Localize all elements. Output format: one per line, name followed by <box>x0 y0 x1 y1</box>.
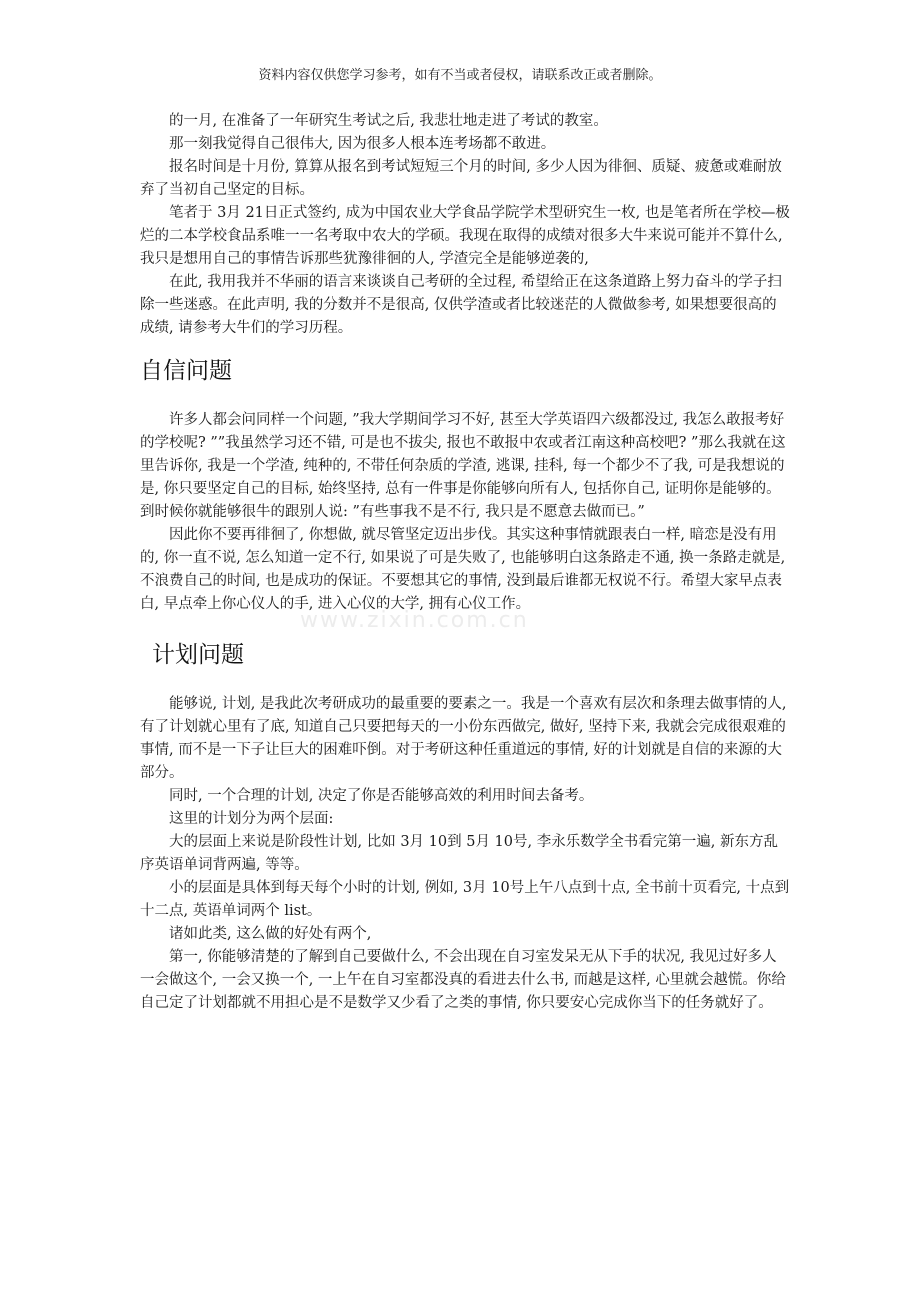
plan-paragraph: 这里的计划分为两个层面: <box>169 811 334 827</box>
plan-paragraph: 能够说, 计划, 是我此次考研成功的最重要的要素之一。我是一个喜欢有层次和条理去做事情的人, 有了计划就心里有了底, 知道自己只要把每天的一小份东西做完, 做好, 坚持下来, 我就会完成很艰难的事情, 而不是一下子让巨大的困难吓倒。对于考研这种任重道远的事情, 好的计划就是自信的来源的大部分。 <box>140 696 787 781</box>
page-header-notice: 资料内容仅供您学习参考，如有不当或者侵权，请联系改正或者删除。 <box>258 68 662 83</box>
section-heading-confidence: 自信问题 <box>140 358 232 384</box>
confidence-paragraph: 因此你不要再徘徊了, 你想做, 就尽管坚定迈出步伐。其实这种事情就跟表白一样, 暗恋是没有用的, 你一直不说, 怎么知道一定不行, 如果说了可是失败了, 也能够明白这条路走不通, 换一条路走就是, 不浪费自己的时间, 也是成功的保证。不要想其它的事情, 没到最后谁都无权说不行。希望大家早点表白, 早点牵上你心仪人的手, 进入心仪的大学, 拥有心仪工作。 <box>140 527 786 612</box>
plan-paragraph: 大的层面上来说是阶段性计划, 比如 3月 10到 5月 10号, 李永乐数学全书看完第一遍, 新东方乱序英语单词背两遍, 等等。 <box>140 834 778 873</box>
section-heading-plan: 计划问题 <box>152 642 244 668</box>
confidence-paragraph: 许多人都会问同样一个问题, ”我大学期间学习不好, 甚至大学英语四六级都没过, 我怎么敢报考好的学校呢? ””我虽然学习还不错, 可是也不拔尖, 报也不敢报中农或者江南这种高校吧? ”那么我就在这里告诉你, 我是一个学渣, 纯种的, 不带任何杂质的学渣, 逃课, 挂科, 每一个都少不了我, 可是我想说的是, 你只要坚定自己的目标, 始终坚持, 总有一件事是你能够向所有人, 包括你自己, 证明你是能够的。到时候你就能够很牛的跟别人说: ”有些事我不是不行, 我只是不愿意去做而已。” <box>140 412 786 520</box>
intro-paragraph: 报名时间是十月份, 算算从报名到考试短短三个月的时间, 多少人因为徘徊、质疑、疲惫或难耐放弃了当初自己坚定的目标。 <box>140 159 782 198</box>
document-body <box>140 110 790 1015</box>
intro-paragraph: 的一月, 在准备了一年研究生考试之后, 我悲壮地走进了考试的教室。 <box>169 113 608 129</box>
watermark: www.zixin.com.cn <box>300 608 529 633</box>
plan-paragraph: 小的层面是具体到每天每个小时的计划, 例如, 3月 10号上午八点到十点, 全书前十页看完, 十点到十二点, 英语单词两个 list。 <box>140 880 790 919</box>
plan-paragraph: 同时, 一个合理的计划, 决定了你是否能够高效的利用时间去备考。 <box>169 788 594 804</box>
intro-paragraph: 笔者于 3月 21日正式签约, 成为中国农业大学食品学院学术型研究生一枚, 也是笔者所在学校—极烂的二本学校食品系唯一一名考取中农大的学硕。我现在取得的成绩对很多大牛来说可能并不算什么, 我只是想用自己的事情告诉那些犹豫徘徊的人, 学渣完全是能够逆袭的, <box>140 205 790 267</box>
plan-paragraph: 诸如此类, 这么做的好处有两个, <box>169 926 372 942</box>
plan-paragraph: 第一, 你能够清楚的了解到自己要做什么, 不会出现在自习室发呆无从下手的状况, 我见过好多人一会做这个, 一会又换一个, 一上午在自习室都没真的看进去什么书, 而越是这样, 心里就会越慌。你给自己定了计划都就不用担心是不是数学又少看了之类的事情, 你只要安心完成你当下的任务就好了。 <box>140 949 786 1011</box>
intro-paragraph: 那一刻我觉得自己很伟大, 因为很多人根本连考场都不敢进。 <box>169 136 556 152</box>
intro-paragraph: 在此, 我用我并不华丽的语言来谈谈自己考研的全过程, 希望给正在这条道路上努力奋斗的学子扫除一些迷惑。在此声明, 我的分数并不是很高, 仅供学渣或者比较迷茫的人微做参考, 如果想要很高的成绩, 请参考大牛们的学习历程。 <box>140 274 782 336</box>
